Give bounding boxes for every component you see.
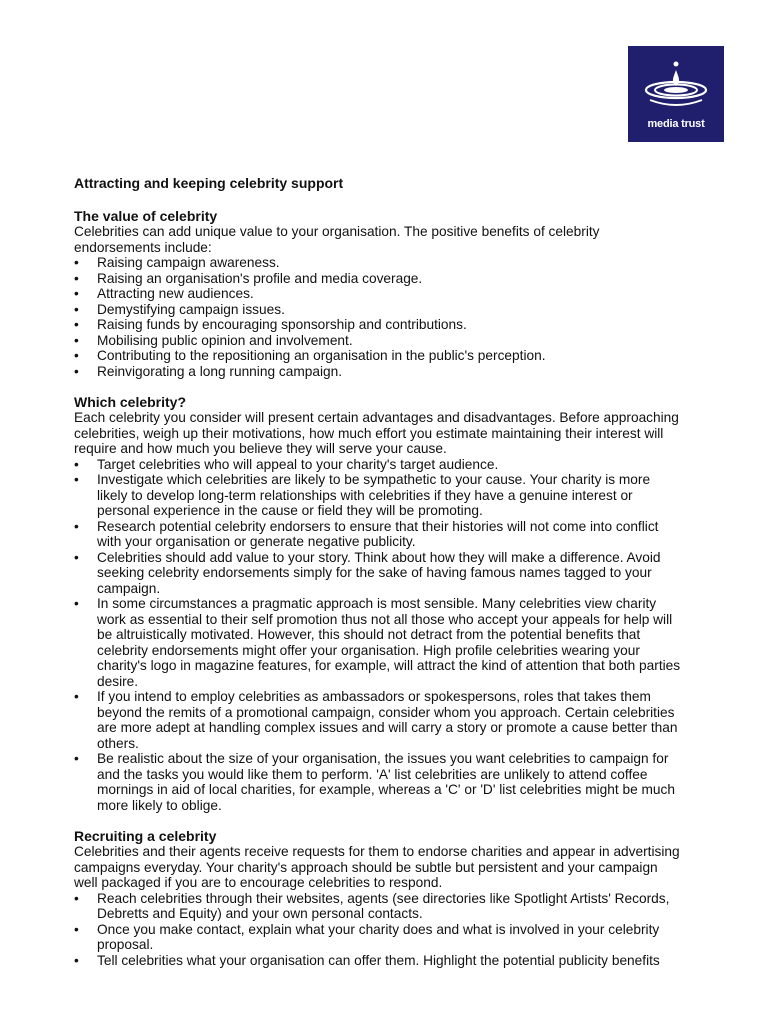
section-intro: Each celebrity you consider will present certain advantages and disadvantages. Before approaching celebrities, weigh up their motivations, how much effort you estimate maintaining their interest will require and how much you believe they will serve your cause. <box>74 410 679 456</box>
list-item: • Investigate which celebrities are likely to be sympathetic to your cause. Your charity is more likely to develop long-term relationships with celebrities if they have a genuine interest or personal experience in the cause or field they will be promoting. <box>74 472 684 519</box>
section-which-celebrity <box>74 395 684 814</box>
list-item: • Once you make contact, explain what your charity does and what is involved in your celebrity proposal. <box>74 922 684 953</box>
bullet-list <box>74 457 684 814</box>
media-trust-logo <box>628 46 724 142</box>
list-item: • Raising funds by encouraging sponsorship and contributions. <box>74 317 684 333</box>
list-item: • If you intend to employ celebrities as ambassadors or spokespersons, roles that takes them beyond the remits of a promotional campaign, consider whom you approach. Certain celebrities are more adept at handling complex issues and will carry a story or promote a cause better than others. <box>74 689 684 751</box>
list-item: • In some circumstances a pragmatic approach is most sensible. Many celebrities view charity work as essential to their self promotion thus not all those who accept your appeals for help will be altruistically motivated. However, this should not detract from the potential benefits that celebrity endorsements might offer your organisation. High profile celebrities wearing your charity's logo in magazine features, for example, will attract the kind of attention that both parties desire. <box>74 596 684 689</box>
section-intro: Celebrities can add unique value to your organisation. The positive benefits of celebrity endorsements include: <box>74 224 600 255</box>
section-heading: Which celebrity? <box>74 393 187 410</box>
bullet-list <box>74 255 684 379</box>
section-heading: Recruiting a celebrity <box>74 827 217 844</box>
bullet-list <box>74 891 684 969</box>
list-item: • Raising campaign awareness. <box>74 255 684 271</box>
list-item: • Be realistic about the size of your organisation, the issues you want celebrities to campaign for and the tasks you would like them to perform. 'A' list celebrities are unlikely to attend coffee mornings in aid of local charities, for example, whereas a 'C' or 'D' list celebrities might be much more likely to oblige. <box>74 751 684 813</box>
list-item: • Reach celebrities through their websites, agents (see directories like Spotlight Artists' Records, Debretts and Equity) and your own personal contacts. <box>74 891 684 922</box>
list-item: • Reinvigorating a long running campaign. <box>74 364 684 380</box>
section-value-of-celebrity <box>74 209 684 380</box>
list-item: • Tell celebrities what your organisation can offer them. Highlight the potential publicity benefits <box>74 953 684 969</box>
list-item: • Contributing to the repositioning an organisation in the public's perception. <box>74 348 684 364</box>
section-intro: Celebrities and their agents receive requests for them to endorse charities and appear in advertising campaigns everyday. Your charity's approach should be subtle but persistent and your campaign well packaged if you are to encourage celebrities to respond. <box>74 844 680 890</box>
list-item: • Demystifying campaign issues. <box>74 302 684 318</box>
list-item: • Celebrities should add value to your story. Think about how they will make a difference. Avoid seeking celebrity endorsements simply for the sake of having famous names tagged to your campaign. <box>74 550 684 597</box>
water-drop-icon <box>642 56 710 114</box>
list-item: • Mobilising public opinion and involvement. <box>74 333 684 349</box>
list-item: • Attracting new audiences. <box>74 286 684 302</box>
logo-wordmark: media trust <box>647 118 705 130</box>
document-body <box>74 176 684 984</box>
document-title: Attracting and keeping celebrity support <box>74 175 344 191</box>
section-heading: The value of celebrity <box>74 207 218 224</box>
list-item: • Raising an organisation's profile and media coverage. <box>74 271 684 287</box>
section-recruiting-a-celebrity <box>74 829 684 969</box>
list-item: • Target celebrities who will appeal to your charity's target audience. <box>74 457 684 473</box>
list-item: • Research potential celebrity endorsers to ensure that their histories will not come into conflict with your organisation or generate negative publicity. <box>74 519 684 550</box>
